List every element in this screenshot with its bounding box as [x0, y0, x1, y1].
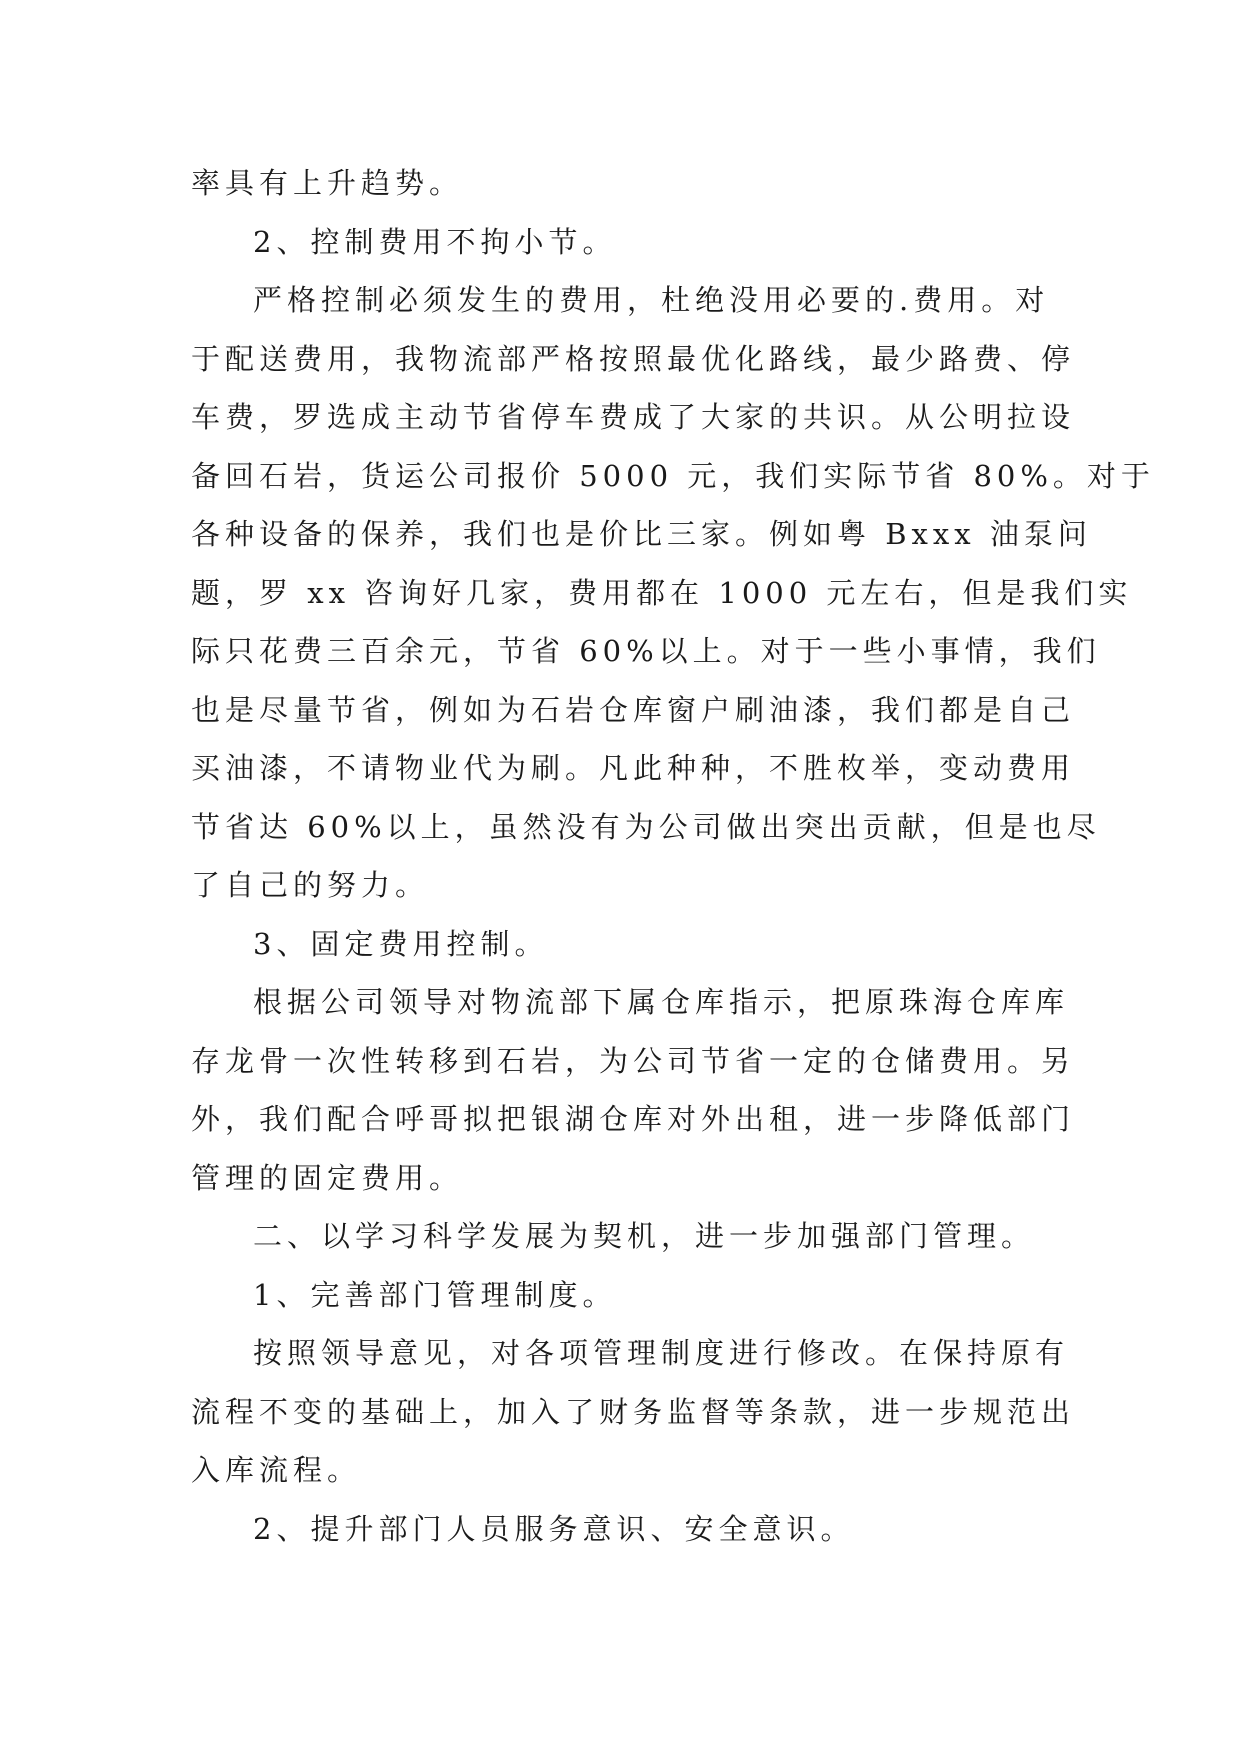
paragraph-line: 买油漆，不请物业代为刷。凡此种种，不胜枚举，变动费用 [191, 751, 1076, 785]
paragraph-line: 节省达 60%以上，虽然没有为公司做出突出贡献，但是也尽 [191, 809, 1101, 844]
paragraph-line: 入库流程。 [191, 1453, 362, 1487]
paragraph-line: 根据公司领导对物流部下属仓库指示，把原珠海仓库库 [253, 985, 1070, 1019]
paragraph-line: 于配送费用，我物流部严格按照最优化路线，最少路费、停 [191, 341, 1076, 376]
paragraph-line: 备回石岩，货运公司报价 5000 元，我们实际节省 80%。对于 [191, 458, 1155, 493]
paragraph-line: 也是尽量节省，例如为石岩仓库窗户刷油漆，我们都是自己 [191, 692, 1076, 727]
document-body [191, 154, 1155, 1558]
paragraph-line: 外，我们配合呼哥拟把银湖仓库对外出租，进一步降低部门 [191, 1102, 1076, 1136]
paragraph-line: 存龙骨一次性转移到石岩，为公司节省一定的仓储费用。另 [191, 1043, 1076, 1078]
section-heading: 2、控制费用不拘小节。 [253, 224, 617, 259]
paragraph-line: 流程不变的基础上，加入了财务监督等条款，进一步规范出 [191, 1394, 1076, 1429]
paragraph-line: 严格控制必须发生的费用，杜绝没用必要的.费用。对 [253, 283, 1050, 317]
paragraph-line: 管理的固定费用。 [191, 1160, 464, 1195]
paragraph-line: 率具有上升趋势。 [191, 166, 464, 200]
paragraph-line: 际只花费三百余元，节省 60%以上。对于一些小事情，我们 [191, 634, 1101, 668]
chapter-heading: 二、以学习科学发展为契机，进一步加强部门管理。 [253, 1219, 1036, 1253]
paragraph-line: 按照领导意见，对各项管理制度进行修改。在保持原有 [253, 1336, 1070, 1370]
paragraph-line: 各种设备的保养，我们也是价比三家。例如粤 Bxxx 油泵问 [191, 517, 1092, 551]
paragraph-line: 了自己的努力。 [191, 868, 430, 902]
section-heading: 2、提升部门人员服务意识、安全意识。 [253, 1511, 855, 1546]
section-heading: 3、固定费用控制。 [253, 926, 549, 961]
paragraph-line: 车费，罗选成主动节省停车费成了大家的共识。从公明拉设 [191, 400, 1076, 434]
paragraph-line: 题，罗 xx 咨询好几家，费用都在 1000 元左右，但是我们实 [191, 575, 1133, 610]
section-heading: 1、完善部门管理制度。 [253, 1277, 617, 1312]
